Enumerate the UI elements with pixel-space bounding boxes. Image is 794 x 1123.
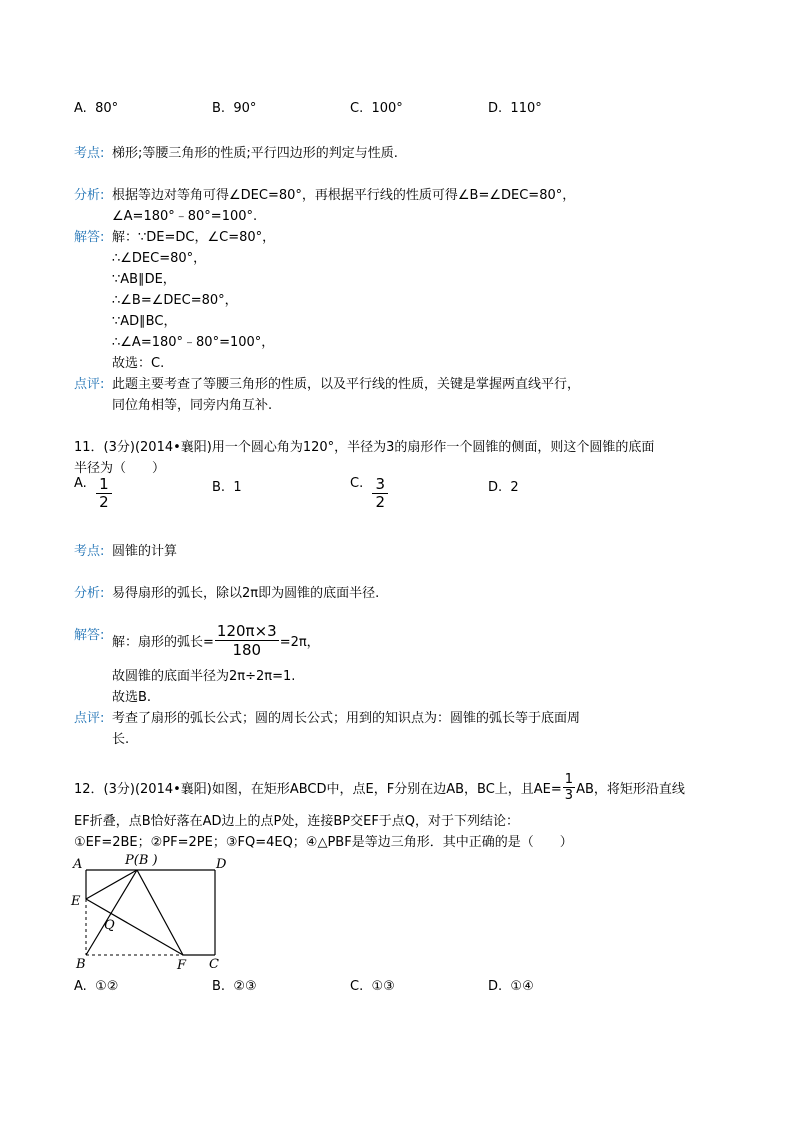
q11-option-c[interactable]: C. $\frac{3}{2}$ <box>350 476 389 511</box>
q10-jieda-label: 解答: <box>74 230 105 245</box>
q10-option-a[interactable]: A. 80° <box>74 101 119 116</box>
q12-stem-line-1: 12．(3分)(2014•襄阳)如图，在矩形ABCD中，点E，F分别在边AB，BC上，且AE= $\frac{1}{3}$ AB，将矩形沿直线 <box>74 772 685 803</box>
q12-option-a[interactable]: A. ①② <box>74 979 119 994</box>
q11-kaodian-label: 考点: <box>74 544 105 559</box>
q11-option-c-num: 3 <box>372 476 388 494</box>
q12-stem-line: EF折叠，点B恰好落在AD边上的点P处，连接BP交EF于点Q，对于下列结论： <box>74 814 520 829</box>
q10-jieda-line: ∵AD∥BC， <box>112 314 177 329</box>
q11-option-b[interactable]: B. 1 <box>212 480 242 495</box>
q10-fenxi-line: 根据等边对等角可得∠DEC=80°，再根据平行线的性质可得∠B=∠DEC=80°， <box>112 188 576 203</box>
q11-option-a[interactable]: A. $\frac{1}{2}$ <box>74 476 113 511</box>
q11-option-d[interactable]: D. 2 <box>488 480 519 495</box>
q10-kaodian-label: 考点: <box>74 146 105 161</box>
q11-fenxi-label: 分析: <box>74 586 105 601</box>
q10-option-b[interactable]: B. 90° <box>212 101 257 116</box>
q11-jieda-label: 解答: <box>74 628 105 643</box>
q12-stem-frac-num: 1 <box>564 772 574 787</box>
q12-stem-line: ①EF=2BE；②PF=2PE；③FQ=4EQ；④△PBF是等边三角形．其中正确的是（ ） <box>74 835 573 850</box>
label-b: B <box>76 957 86 972</box>
label-e: E <box>71 894 81 909</box>
q10-fenxi-line: ∠A=180°﹣80°=100°. <box>112 209 258 224</box>
q11-option-a-num: 1 <box>96 476 112 494</box>
line-ep <box>86 870 137 899</box>
q11-dianping-label: 点评: <box>74 711 105 726</box>
label-d: D <box>216 857 227 872</box>
q11-dianping-line: 考查了扇形的弧长公式；圆的周长公式；用到的知识点为：圆锥的弧长等于底面周 <box>112 711 581 726</box>
q12-option-b[interactable]: B. ②③ <box>212 979 257 994</box>
q10-jieda-line: 故选：C. <box>112 356 165 371</box>
q11-dianping-line: 长. <box>112 732 130 747</box>
q11-stem-line: 半径为（ ） <box>74 461 166 476</box>
q10-jieda-line: ∴∠DEC=80°， <box>112 251 207 266</box>
q12-option-d[interactable]: D. ①④ <box>488 979 534 994</box>
q10-jieda-line: ∴∠B=∠DEC=80°， <box>112 293 238 308</box>
q10-fenxi-label: 分析: <box>74 188 105 203</box>
label-f: F <box>177 958 187 973</box>
q10-jieda-line: ∵AB∥DE， <box>112 272 176 287</box>
q11-jieda-line: 故圆锥的底面半径为2π÷2π=1. <box>112 669 296 684</box>
q10-jieda-line: 解：∵DE=DC，∠C=80°， <box>112 230 276 245</box>
q10-dianping-label: 点评: <box>74 377 105 392</box>
q10-dianping-line: 此题主要考查了等腰三角形的性质，以及平行线的性质，关键是掌握两直线平行， <box>112 377 581 392</box>
label-pb: P(B ) <box>125 853 158 868</box>
q11-formula-den: 180 <box>232 641 262 659</box>
q10-option-d[interactable]: D. 110° <box>488 101 542 116</box>
q10-option-c[interactable]: C. 100° <box>350 101 403 116</box>
q11-jieda-formula: 解：扇形的弧长= $\frac{120\pi\times 3}{180}$ =2π， <box>112 622 320 659</box>
q10-jieda-line: ∴∠A=180°﹣80°=100°， <box>112 335 275 350</box>
q10-kaodian-text: 梯形;等腰三角形的性质;平行四边形的判定与性质. <box>112 146 398 161</box>
q12-option-c[interactable]: C. ①③ <box>350 979 395 994</box>
q11-formula-num: 120π×3 <box>216 622 277 640</box>
q11-jieda-line: 故选B. <box>112 690 152 705</box>
line-bp <box>86 870 137 955</box>
label-a: A <box>73 857 83 872</box>
q10-dianping-line: 同位角相等，同旁内角互补. <box>112 398 273 413</box>
q11-stem-line: 11．(3分)(2014•襄阳)用一个圆心角为120°，半径为3的扇形作一个圆锥的侧面，则这个圆锥的底面 <box>74 440 655 455</box>
q12-stem-frac-den: 3 <box>564 788 574 803</box>
label-q: Q <box>104 918 115 933</box>
q11-option-c-den: 2 <box>375 493 386 511</box>
q11-fenxi-text: 易得扇形的弧长，除以2π即为圆锥的底面半径. <box>112 586 380 601</box>
label-c: C <box>209 957 219 972</box>
q11-option-a-den: 2 <box>99 493 109 511</box>
q11-kaodian-text: 圆锥的计算 <box>112 544 178 559</box>
q12-geometry-figure <box>66 850 236 974</box>
